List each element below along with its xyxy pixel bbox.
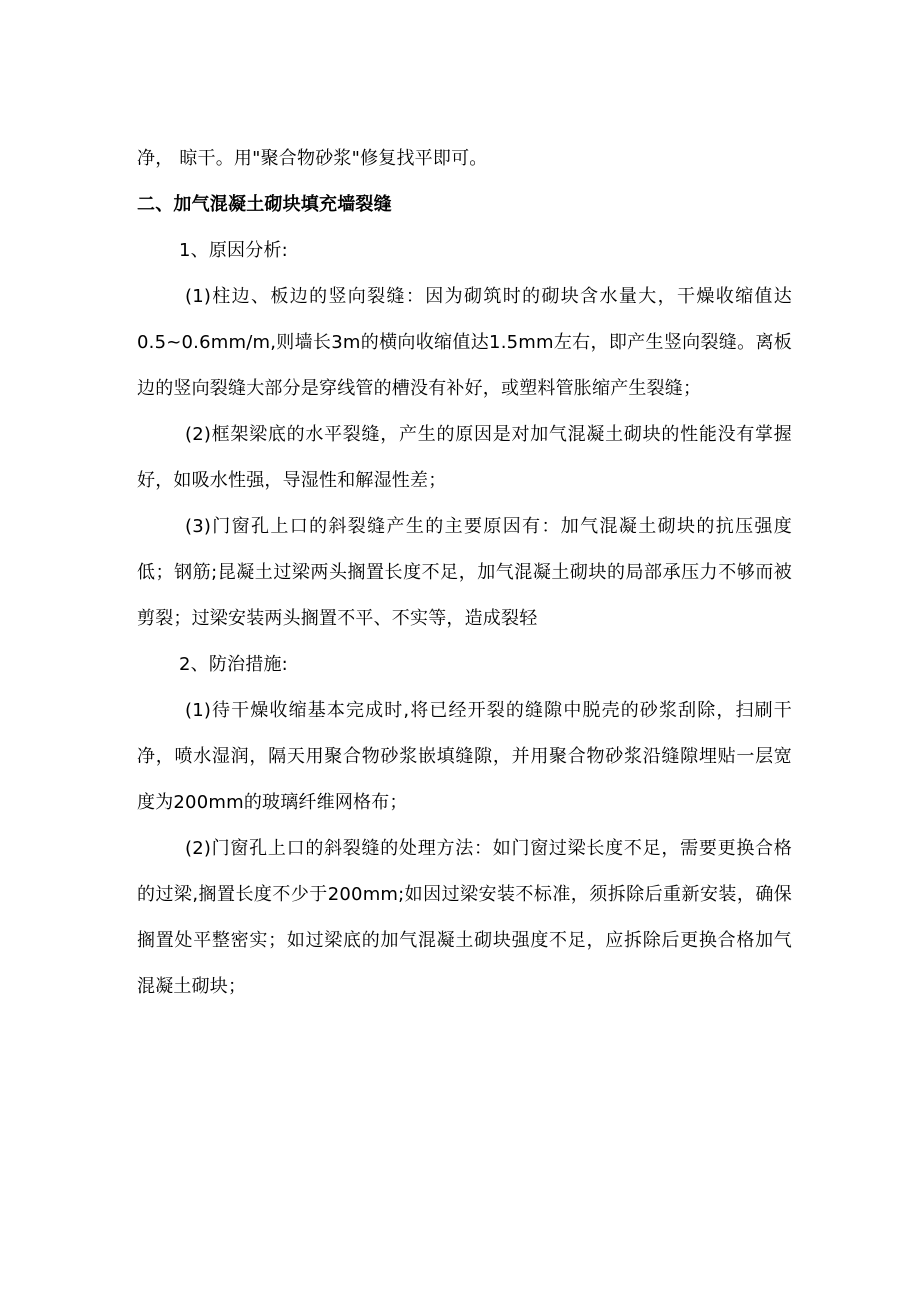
document-body (137, 136, 792, 1010)
measure-paragraph-1: (1)待干燥收缩基本完成时,将已经开裂的缝隙中脱壳的砂浆刮除，扫刷干净，喷水湿润，隔天用聚合物砂浆嵌填缝隙，并用聚合物砂浆沿缝隙埋贴一层宽度为200mm的玻璃纤维网格布； (137, 700, 792, 813)
cause-paragraph-3: (3)门窗孔上口的斜裂缝产生的主要原因有：加气混凝土砌块的抗压强度低；钢筋;昆凝土过梁两头搁置长度不足，加气混凝土砌块的局部承压力不够而被剪裂；过梁安装两头搁置不平、不实等，造成裂轻 (137, 516, 792, 629)
section-heading: 二、加气混凝土砌块填充墙裂缝 (137, 194, 392, 215)
cause-paragraph-1: (1)柱边、板边的竖向裂缝：因为砌筑时的砌块含水量大，干燥收缩值达0.5~0.6mm/m,则墙长3m的横向收缩值达1.5mm左右，即产生竖向裂缝。离板边的竖向裂缝大部分是穿线管的槽没有补好，或塑料管胀缩产生裂缝； (137, 286, 792, 399)
cause-paragraph-2: (2)框架梁底的水平裂缝，产生的原因是对加气混凝土砌块的性能没有掌握好，如吸水性强，导湿性和解湿性差； (137, 424, 792, 491)
measure-heading: 2、防治措施: (179, 654, 288, 675)
cause-heading: 1、原因分析: (179, 240, 288, 261)
continuation-paragraph: 净， 晾干。用"聚合物砂浆"修复找平即可。 (137, 148, 488, 169)
measure-paragraph-2: (2)门窗孔上口的斜裂缝的处理方法：如门窗过梁长度不足，需要更换合格的过梁,搁置长度不少于200mm;如因过梁安装不标准，须拆除后重新安装，确保搁置处平整密实；如过梁底的加气混凝土砌块强度不足，应拆除后更换合格加气混凝土砌块； (137, 838, 792, 997)
